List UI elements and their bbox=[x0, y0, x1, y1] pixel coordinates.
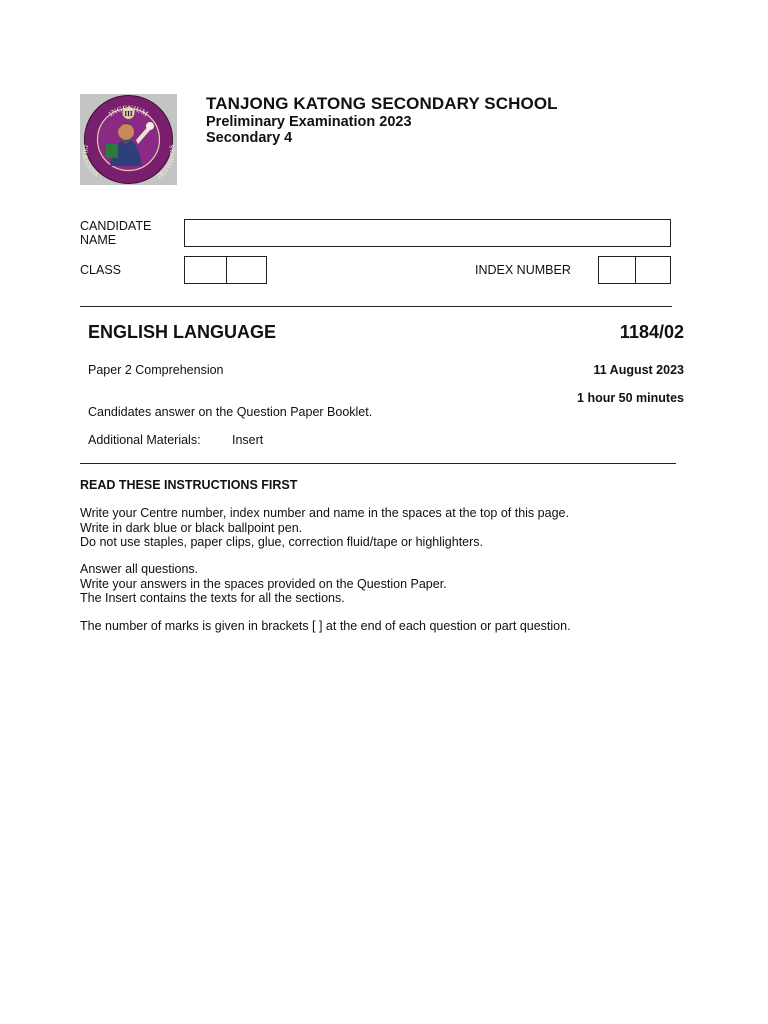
instructions-block-1 bbox=[80, 506, 569, 550]
candidate-label-line1: CANDIDATE bbox=[80, 219, 152, 233]
candidate-name-field[interactable] bbox=[184, 219, 671, 247]
index-number-label: INDEX NUMBER bbox=[475, 263, 571, 277]
class-label: CLASS bbox=[80, 263, 121, 277]
instruction-line: Answer all questions. bbox=[80, 562, 199, 576]
instruction-line: The Insert contains the texts for all the sections. bbox=[80, 591, 345, 605]
exam-title: Preliminary Examination 2023 bbox=[206, 114, 412, 130]
candidate-label-line2: NAME bbox=[80, 233, 117, 247]
class-field-divider bbox=[226, 257, 227, 283]
instruction-line: Write your answers in the spaces provided on the Question Paper. bbox=[80, 576, 447, 591]
index-field-divider bbox=[635, 257, 636, 283]
instructions-heading: READ THESE INSTRUCTIONS FIRST bbox=[80, 478, 298, 492]
paper-title: Paper 2 Comprehension bbox=[88, 363, 224, 377]
index-number-field[interactable] bbox=[598, 256, 671, 284]
crest-emblem-icon bbox=[80, 94, 177, 185]
answer-location-note: Candidates answer on the Question Paper Booklet. bbox=[88, 405, 373, 419]
crest-motto-top: INGENIUM bbox=[106, 103, 150, 119]
instructions-block-2 bbox=[80, 562, 447, 606]
divider-top bbox=[80, 306, 672, 307]
divider-bottom bbox=[80, 463, 676, 464]
instructions-block-3 bbox=[80, 619, 571, 634]
school-name: TANJONG KATONG SECONDARY SCHOOL bbox=[206, 94, 558, 113]
crest-motto-left: DILIGENTIA bbox=[80, 144, 100, 179]
instruction-line: The number of marks is given in brackets [ ] at the end of each question or part question. bbox=[80, 619, 571, 633]
subject-title: ENGLISH LANGUAGE bbox=[88, 322, 277, 342]
exam-duration: 1 hour 50 minutes bbox=[577, 391, 684, 405]
crest-motto-right: DEXTERITAS bbox=[156, 144, 177, 181]
instruction-line: Write in dark blue or black ballpoint pen. bbox=[80, 520, 303, 535]
instruction-line: Write your Centre number, index number and name in the spaces at the top of this page. bbox=[80, 506, 569, 520]
paper-code: 1184/02 bbox=[619, 322, 684, 342]
exam-date: 11 August 2023 bbox=[593, 363, 684, 377]
instruction-line: Do not use staples, paper clips, glue, correction fluid/tape or highlighters. bbox=[80, 535, 484, 549]
svg-text:III: III bbox=[124, 110, 133, 118]
additional-materials-value: Insert bbox=[232, 433, 264, 447]
candidate-name-label bbox=[80, 219, 151, 247]
school-crest bbox=[80, 94, 177, 185]
level-label: Secondary 4 bbox=[206, 130, 293, 146]
additional-materials-label: Additional Materials: bbox=[88, 433, 201, 447]
class-field[interactable] bbox=[184, 256, 267, 284]
